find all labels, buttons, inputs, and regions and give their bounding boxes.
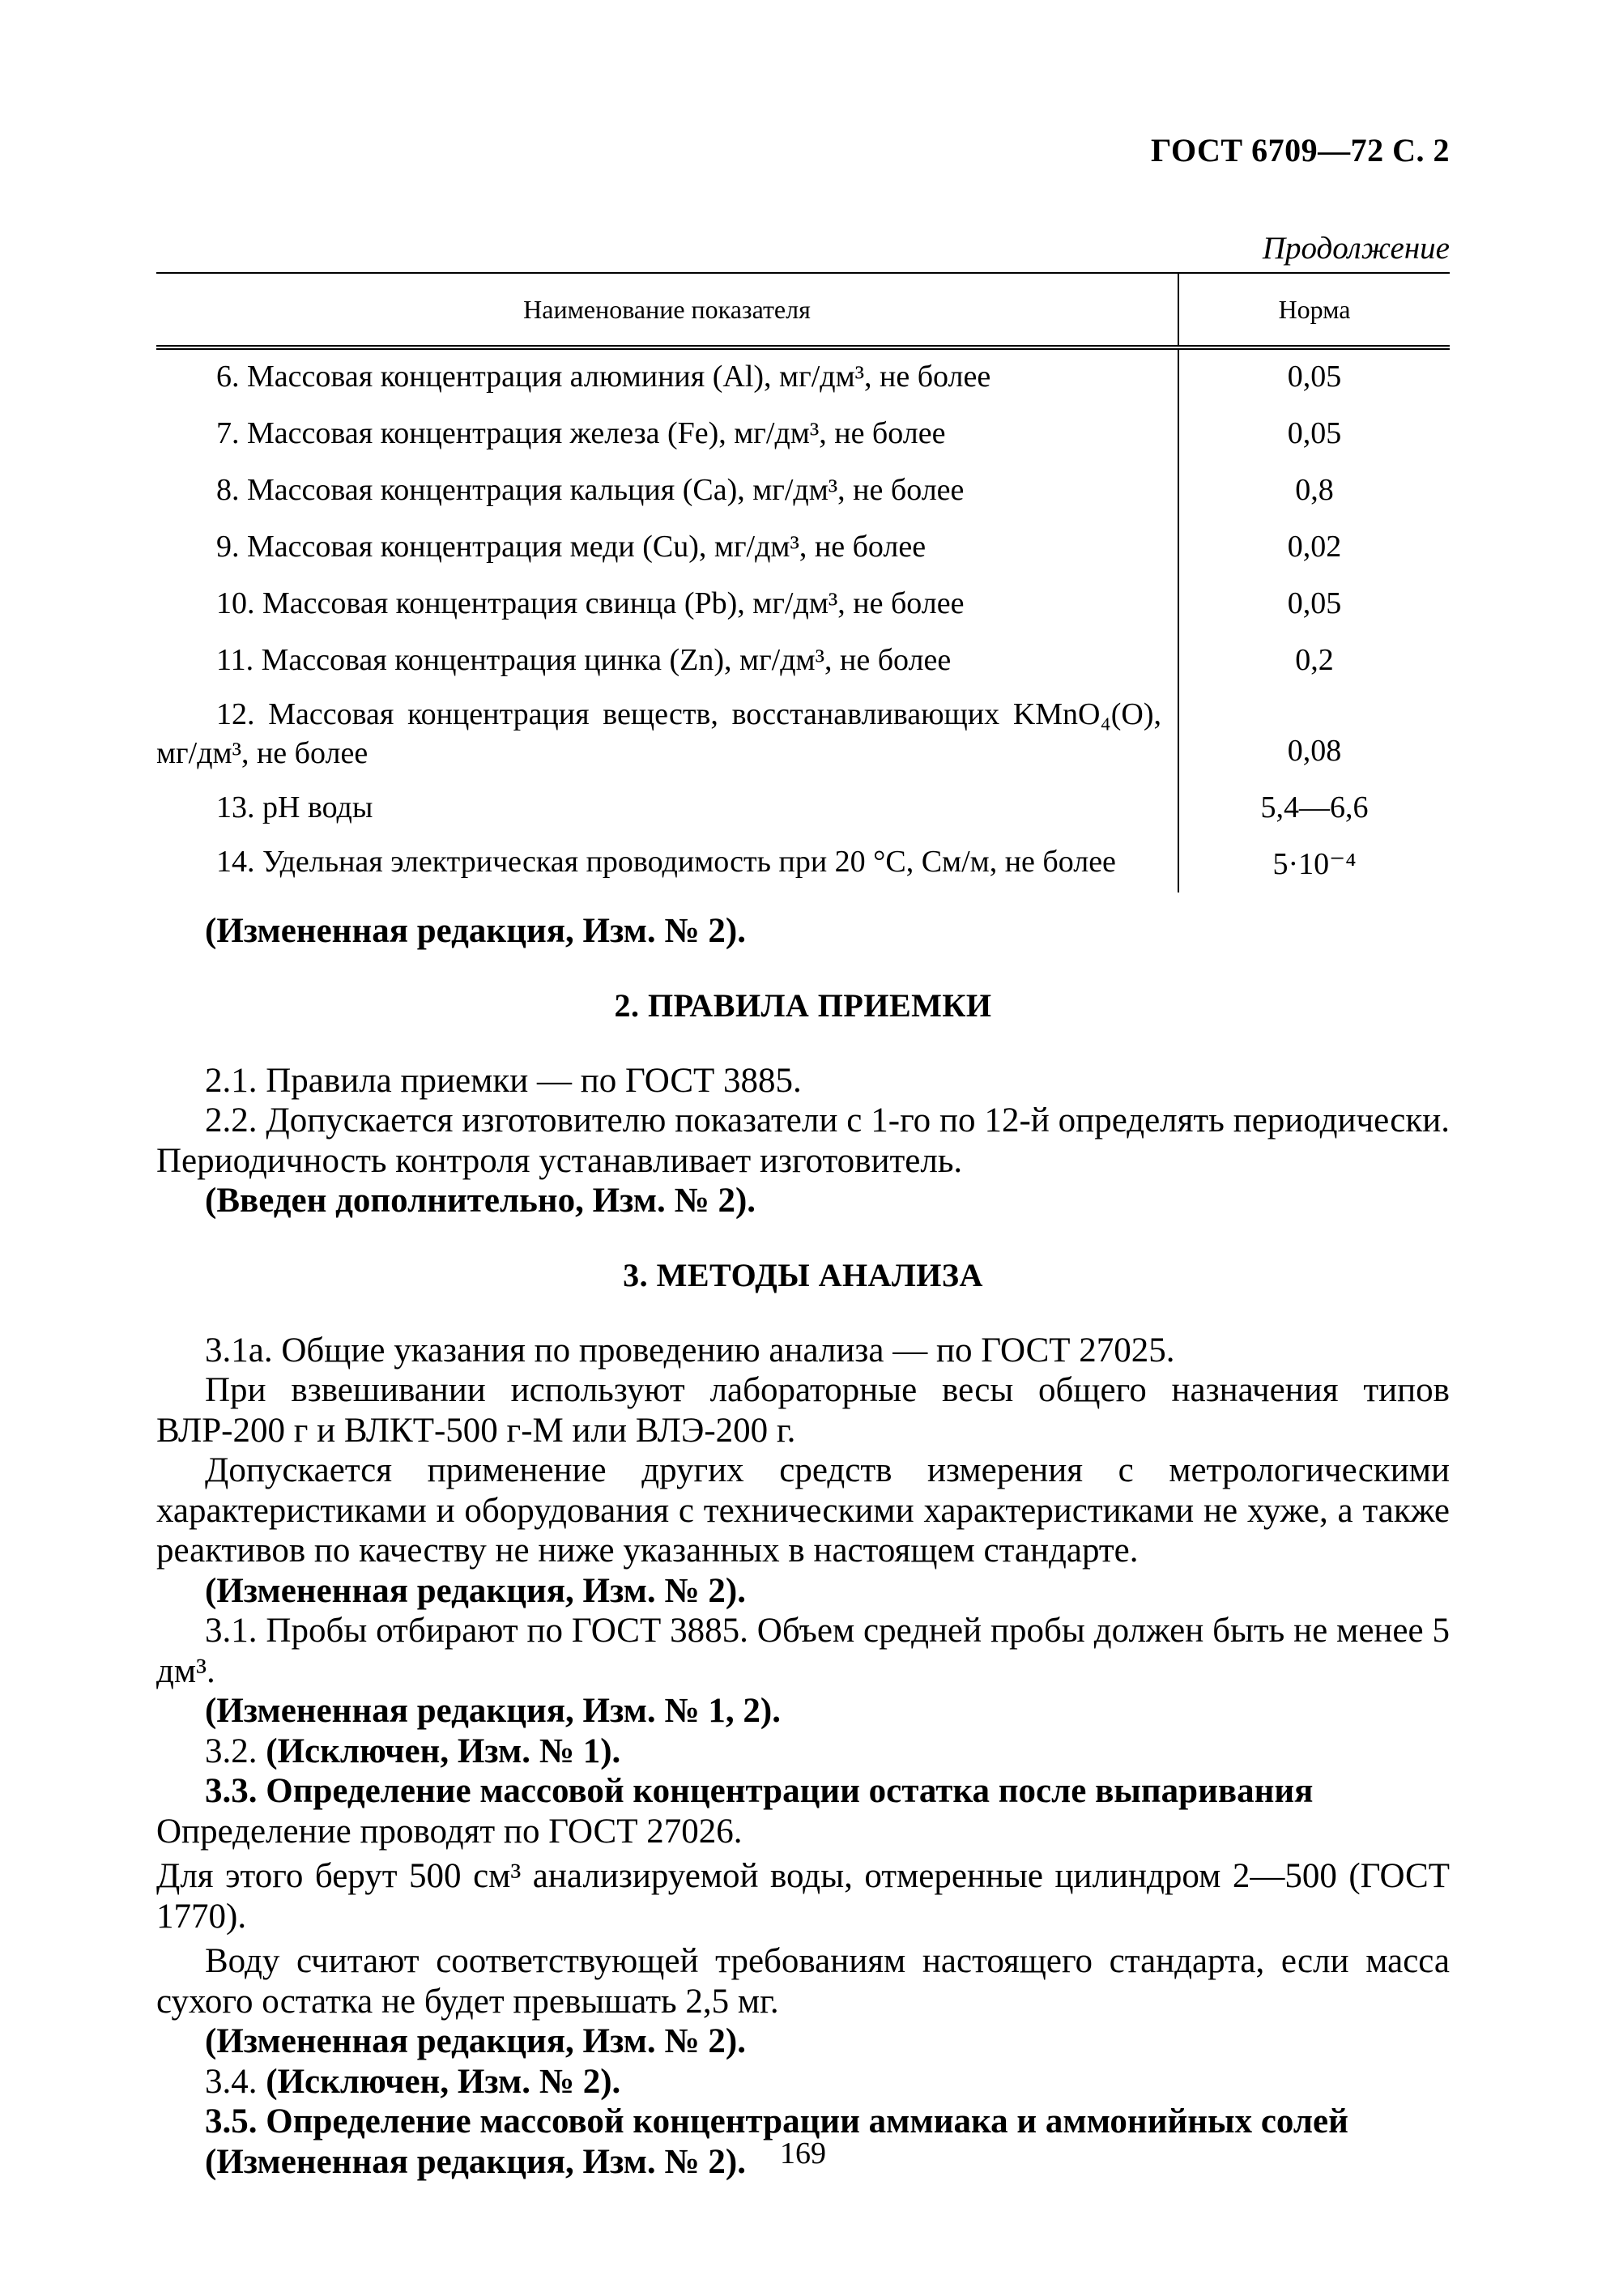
table-row bbox=[156, 462, 1450, 518]
indicator-norm: 0,05 bbox=[1287, 360, 1342, 394]
paragraph: При взвешивании используют лабораторные весы общего назначения типов ВЛР-200 г и ВЛКТ-500 г-М или ВЛЭ-200 г. bbox=[156, 1371, 1450, 1450]
indicator-name: 8. Массовая концентрация кальция (Ca), мг/дм³, не более bbox=[216, 473, 965, 507]
document-body bbox=[156, 911, 1450, 2182]
subsection-heading: 3.5. Определение массовой концентрации аммиака и аммонийных солей bbox=[205, 2102, 1348, 2141]
indicator-norm: 5·10⁻⁴ bbox=[1272, 847, 1357, 881]
amendment-note: (Измененная редакция, Изм. № 2). bbox=[205, 912, 746, 950]
table-row bbox=[156, 575, 1450, 632]
indicator-norm: 5,4—6,6 bbox=[1260, 790, 1369, 824]
column-header-norm: Норма bbox=[1178, 273, 1450, 347]
indicator-name: 14. Удельная электрическая проводимость при 20 °С, См/м, не более bbox=[216, 845, 1116, 879]
indicator-name: 9. Массовая концентрация меди (Cu), мг/дм³, не более bbox=[216, 530, 927, 564]
amendment-note: (Исключен, Изм. № 1). bbox=[266, 1732, 621, 1770]
indicator-name: 6. Массовая концентрация алюминия (Al), мг/дм³, не более bbox=[216, 360, 991, 394]
amendment-note: (Измененная редакция, Изм. № 1, 2). bbox=[205, 1692, 781, 1730]
table-row bbox=[156, 836, 1450, 892]
section-heading: 2. ПРАВИЛА ПРИЕМКИ bbox=[614, 986, 992, 1024]
indicator-norm: 0,05 bbox=[1287, 586, 1342, 620]
amendment-note: (Измененная редакция, Изм. № 2). bbox=[205, 2022, 746, 2060]
table-row bbox=[156, 405, 1450, 462]
amendment-note: (Измененная редакция, Изм. № 2). bbox=[205, 2142, 746, 2181]
paragraph bbox=[156, 2062, 1450, 2102]
indicator-norm: 0,05 bbox=[1287, 416, 1342, 450]
continuation-label: Продолжение bbox=[1262, 231, 1450, 266]
paragraph: Для этого берут 500 см³ анализируемой воды, отмеренные цилиндром 2—500 (ГОСТ 1770). bbox=[156, 1857, 1450, 1936]
indicator-norm: 0,08 bbox=[1287, 734, 1342, 768]
section-heading: 3. МЕТОДЫ АНАЛИЗА bbox=[623, 1256, 983, 1293]
clause-number: 3.2. bbox=[205, 1732, 258, 1770]
indicator-norm: 0,2 bbox=[1295, 643, 1334, 677]
paragraph: 2.1. Правила приемки — по ГОСТ 3885. bbox=[205, 1061, 802, 1100]
table-row bbox=[156, 632, 1450, 688]
indicator-name: 7. Массовая концентрация железа (Fe), мг/дм³, не более bbox=[216, 416, 946, 450]
indicator-name: 11. Массовая концентрация цинка (Zn), мг/дм³, не более bbox=[216, 643, 952, 677]
indicator-name: 13. pH воды bbox=[216, 790, 373, 824]
paragraph: Воду считают соответствующей требованиям настоящего стандарта, если масса сухого остатка не будет превышать 2,5 мг. bbox=[156, 1942, 1450, 2021]
indicator-norm: 0,02 bbox=[1287, 530, 1342, 564]
page-number: 169 bbox=[780, 2136, 826, 2170]
table-header-row bbox=[156, 273, 1450, 347]
table-row bbox=[156, 779, 1450, 836]
table-row bbox=[156, 347, 1450, 405]
paragraph: Допускается применение других средств измерения с метрологическими характеристиками и оборудования с техническими характеристиками не хуже, а также реактивов по качеству не ниже указанных в настоящем стандарте. bbox=[156, 1451, 1450, 1570]
indicator-name: 10. Массовая концентрация свинца (Pb), мг/дм³, не более bbox=[216, 586, 965, 620]
column-header-name: Наименование показателя bbox=[156, 273, 1178, 347]
subsection-heading: 3.3. Определение массовой концентрации остатка после выпаривания bbox=[205, 1772, 1314, 1810]
paragraph: 2.2. Допускается изготовителю показатели с 1-го по 12-й определять периодически. Периодичность контроля устанавливает изготовитель. bbox=[156, 1101, 1450, 1180]
document-header: ГОСТ 6709—72 С. 2 bbox=[1150, 132, 1450, 168]
paragraph: Определение проводят по ГОСТ 27026. bbox=[156, 1812, 743, 1851]
clause-number: 3.4. bbox=[205, 2062, 258, 2101]
amendment-note: (Исключен, Изм. № 2). bbox=[266, 2062, 621, 2101]
amendment-note: (Введен дополнительно, Изм. № 2). bbox=[205, 1182, 756, 1220]
paragraph bbox=[156, 1732, 1450, 1772]
amendment-note: (Измененная редакция, Изм. № 2). bbox=[205, 1571, 746, 1610]
table-row bbox=[156, 518, 1450, 575]
indicator-norm: 0,8 bbox=[1295, 473, 1334, 507]
indicators-table bbox=[156, 272, 1450, 892]
paragraph: 3.1а. Общие указания по проведению анализа — по ГОСТ 27025. bbox=[205, 1331, 1175, 1370]
table-row bbox=[156, 688, 1450, 779]
indicator-name: 12. Массовая концентрация веществ, восстанавливающих KMnO₄(O), мг/дм³, не более bbox=[156, 697, 1161, 770]
paragraph: 3.1. Пробы отбирают по ГОСТ 3885. Объем средней пробы должен быть не менее 5 дм³. bbox=[156, 1612, 1450, 1690]
